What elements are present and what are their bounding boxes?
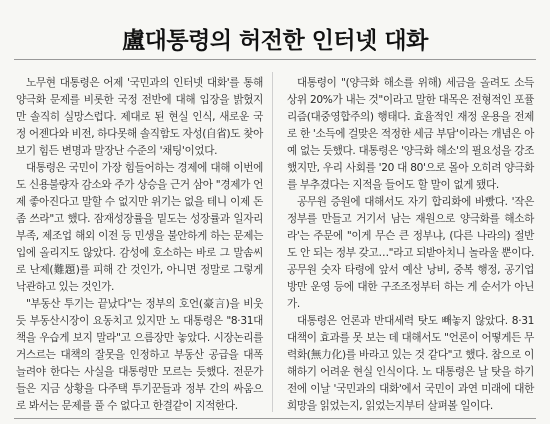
- bottom-rule: [14, 418, 536, 419]
- body-paragraph: "부동산 투기는 끝났다"는 정부의 호언(豪言)을 비웃듯 부동산시장이 요동치고 있지만 노 대통령은 "8·31대책을 우습게 보지 말라"고 으름장만 놓았다. 시장논리를 거스르는 대책의 잘못을 인정하고 부동산 공급을 대폭 늘려야 한다는 사실을 대통령만 모르는 듯했다. 전문가들은 지금 상황을 다주택 투기꾼들과 정부 간의 싸움으로 봐서는 문제를 풀 수 없다고 한결같이 지적한다.: [16, 298, 263, 412]
- column-divider: [272, 72, 273, 412]
- body-paragraph: 대통령은 언론과 반대세력 탓도 빼놓지 않았다. 8·31대책이 효과를 못 보는 데 대해서도 "언론이 어떻게든 무력화(無力化)를 바라고 있는 것 같다"고 했다. 참으로 이해하기 어려운 현실 인식이다. 노 대통령은 날 탓을 하기 전에 이날 '국민과의 대화'에서 국민이 과연 미래에 대한 희망을 읽었는지, 읽었는지부터 살펴볼 일이다.: [287, 315, 534, 412]
- body-paragraph: 공무원 증원에 대해서도 자기 합리화에 바빴다. '작은 정부를 만들고 거기서 남는 재원으로 양극화를 해소하라'는 주문에 "이게 무슨 큰 정부냐, (다른 나라의) 절반도 안 되는 정부 갖고…"라고 되받아치니 놀라울 뿐이다. 공무원 숫자 타령에 앞서 예산 낭비, 중복 행정, 공기업 방만 운영 등에 대한 구조조정부터 하는 게 순서가 아닌가.: [287, 196, 534, 310]
- left-column: [16, 75, 263, 415]
- headline-divider: [14, 59, 536, 60]
- editorial-headline: 盧대통령의 허전한 인터넷 대화: [122, 27, 428, 54]
- right-column: [287, 75, 534, 415]
- body-paragraph: 노무현 대통령은 어제 '국민과의 인터넷 대화'를 통해 양극화 문제를 비롯한 국정 전반에 대해 입장을 밝혔지만 솔직히 실망스럽다. 제대로 된 현실 인식, 새로운 국정 어젠다와 비전, 하다못해 솔직함도 자성(自省)도 찾아보기 힘든 변명과 말장난 수준의 '채팅'이었다.: [16, 77, 263, 157]
- body-paragraph: 대통령이 "(양극화 해소를 위해) 세금을 올려도 소득 상위 20%가 내는 것"이라고 말한 대목은 전형적인 포퓰리즘(대중영합주의) 행태다. 효율적인 재정 운용을 전제로 한 '소득에 걸맞은 적정한 세금 부담'이라는 개념은 아예 없는 듯했다. 대통령은 '양극화 해소'의 필요성을 강조했지만, 우리 사회를 '20 대 80'으로 몰아 오히려 양극화를 부추겼다는 지적을 들어도 할 말이 없게 됐다.: [287, 77, 534, 191]
- body-paragraph: 대통령은 국민이 가장 힘들어하는 경제에 대해 이번에도 신용불량자 감소와 주가 상승을 근거 삼아 "경제가 언제 좋아진다고 말할 수 없지만 위기는 없을 테니 이제 돈좀 쓰라"고 했다. 잠재성장률을 밑도는 성장률과 일자리 부족, 제조업 해외 이전 등 민생을 불안하게 하는 문제는 입에 올리지도 않았다. 감성에 호소하는 바로 그 말솜씨로 난제(難題)를 피해 간 것인가, 아니면 정말로 그렇게 낙관하고 있는 것인가.: [16, 162, 263, 293]
